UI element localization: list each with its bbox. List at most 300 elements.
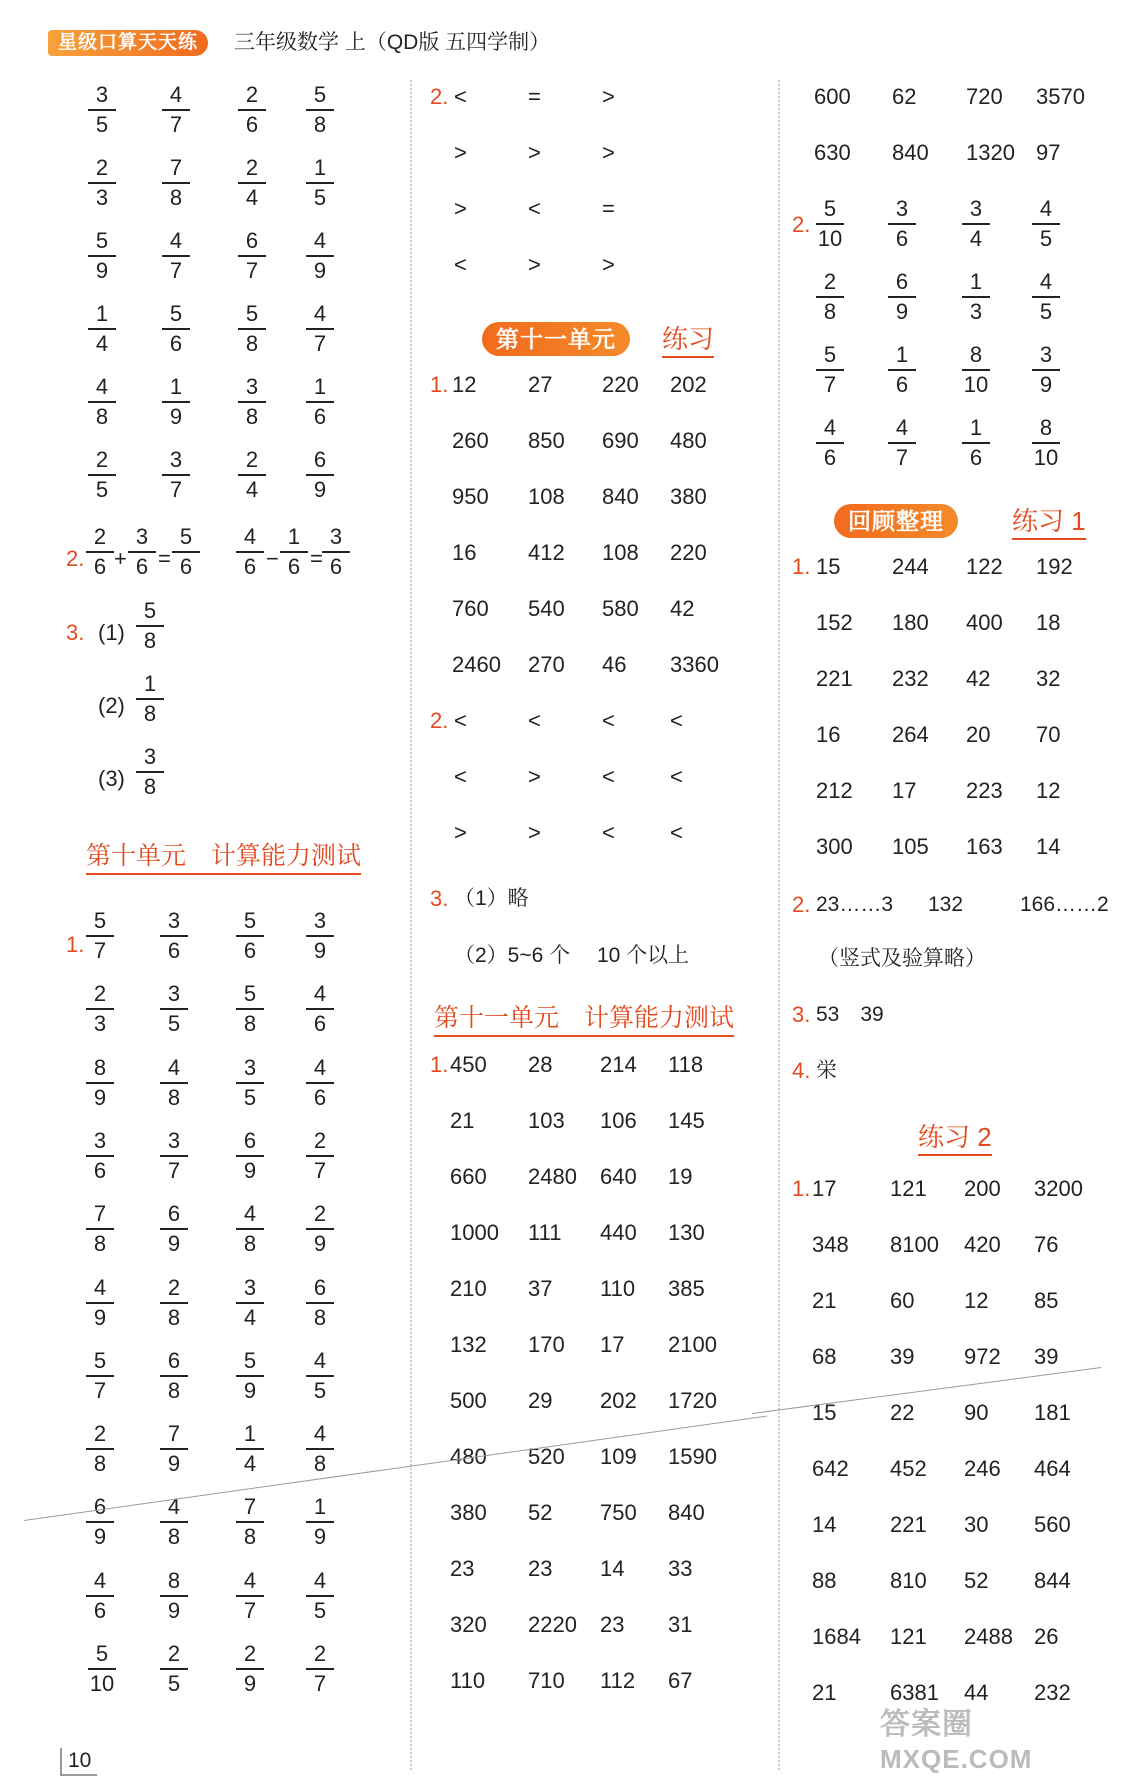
test-fraction-8-3	[306, 1494, 334, 1550]
fraction-3-2-numerator: 5	[238, 301, 266, 330]
test-fraction-1-0-numerator: 2	[86, 981, 114, 1010]
practice-cell-4-3: 42	[670, 596, 695, 621]
review-cell-0-1: 244	[892, 554, 929, 579]
right-top-cell-0-2: 720	[966, 84, 1003, 109]
test-fraction-1-2-numerator: 5	[236, 981, 264, 1010]
test-fraction-0-2-denominator: 6	[243, 938, 257, 963]
review-cell-1-1: 180	[892, 610, 929, 635]
compare-3-0: <	[454, 252, 467, 277]
right-fraction-3-3-numerator: 8	[1032, 415, 1060, 444]
p2-cell-8-1: 121	[890, 1624, 927, 1649]
fraction-4-0	[88, 374, 116, 430]
fraction-0-3-denominator: 8	[313, 112, 327, 137]
fraction-3-3	[306, 301, 334, 357]
review-cell-3-0: 16	[816, 722, 841, 747]
test-fraction-6-3-numerator: 4	[306, 1348, 334, 1377]
test-fraction-4-1	[160, 1201, 188, 1257]
right-fraction-2-0-numerator: 5	[816, 342, 844, 371]
fraction-5-3	[306, 447, 334, 503]
cmp-cell-1-0: <	[454, 764, 467, 789]
p2-cell-1-2: 420	[964, 1232, 1001, 1257]
test-fraction-6-0-numerator: 5	[86, 1348, 114, 1377]
test-cell-7-1: 520	[528, 1444, 565, 1469]
test-fraction-9-0-denominator: 6	[93, 1597, 107, 1623]
p2-cell-9-3: 232	[1034, 1680, 1071, 1705]
test-fraction-8-0-denominator: 9	[93, 1524, 107, 1550]
test-fraction-10-2-numerator: 2	[236, 1641, 264, 1670]
compare-2-2: =	[602, 196, 615, 221]
compare-0-0: <	[454, 84, 467, 109]
review-cell-4-2: 223	[966, 778, 1003, 803]
test-fraction-2-1	[160, 1055, 188, 1111]
compare-2-1: <	[528, 196, 541, 221]
eq2-b-numerator: 1	[280, 524, 308, 553]
practice-cell-4-0: 760	[452, 596, 489, 621]
practice-cell-2-3: 380	[670, 484, 707, 509]
practice-cell-1-0: 260	[452, 428, 489, 453]
practice-cell-3-3: 220	[670, 540, 707, 565]
test-fraction-2-3	[306, 1055, 334, 1111]
test-fraction-8-1-numerator: 4	[160, 1494, 188, 1523]
fraction-2-2-denominator: 7	[245, 258, 259, 283]
test-cell-3-2: 440	[600, 1220, 637, 1245]
right-fraction-3-0-denominator: 6	[823, 445, 837, 470]
test-fraction-9-3-denominator: 5	[313, 1597, 327, 1623]
right-fraction-3-2	[962, 415, 990, 471]
eq2-eq: =	[310, 546, 323, 571]
test-fraction-9-0	[86, 1568, 114, 1624]
review-q1-label: 1.	[792, 554, 811, 579]
right-q3-text: 53 39	[816, 1003, 884, 1026]
q3-item-label-1: (2)	[98, 693, 125, 718]
cmp-cell-1-1: >	[528, 764, 541, 789]
p2-cell-9-2: 44	[964, 1680, 989, 1705]
test-fraction-7-1-denominator: 9	[167, 1451, 181, 1477]
right-fraction-1-1-numerator: 6	[888, 269, 916, 298]
test-fraction-0-3-numerator: 3	[306, 908, 334, 937]
test-q1-label: 1.	[430, 1052, 449, 1077]
eq2-a	[236, 524, 264, 580]
test-fraction-2-1-denominator: 8	[167, 1084, 181, 1110]
fraction-2-1	[162, 228, 190, 284]
right-top-cell-1-3: 97	[1036, 140, 1061, 165]
practice-cell-3-0: 16	[452, 540, 477, 565]
test-fraction-9-2-numerator: 4	[236, 1568, 264, 1597]
review-cell-2-1: 232	[892, 666, 929, 691]
test-fraction-10-2-denominator: 9	[243, 1671, 257, 1696]
test-fraction-5-3-numerator: 6	[306, 1275, 334, 1304]
q3-item-frac-0-denominator: 8	[143, 628, 157, 653]
right-q2b-item-2: 132	[928, 893, 964, 916]
eq2-op: −	[266, 546, 279, 571]
eq1-op: +	[114, 546, 127, 571]
test-cell-9-1: 23	[528, 1556, 553, 1581]
right-top-cell-1-1: 840	[892, 140, 929, 165]
right-top-cell-0-1: 62	[892, 84, 917, 109]
right-fraction-3-1-denominator: 7	[895, 445, 909, 470]
compare-1-0: >	[454, 140, 467, 165]
test-fraction-3-1	[160, 1128, 188, 1184]
fraction-5-0-numerator: 2	[88, 447, 116, 476]
practice-cell-5-0: 2460	[452, 652, 501, 677]
fraction-5-1-denominator: 7	[169, 477, 183, 502]
test-fraction-4-0	[86, 1201, 114, 1257]
fraction-1-2-numerator: 2	[238, 155, 266, 184]
test-cell-5-2: 17	[600, 1332, 625, 1357]
test-fraction-5-3	[306, 1275, 334, 1331]
right-fraction-1-3-numerator: 4	[1032, 269, 1060, 298]
fraction-1-0-denominator: 3	[95, 185, 109, 210]
p2-cell-3-3: 39	[1034, 1344, 1059, 1369]
test-fraction-7-0-numerator: 2	[86, 1421, 114, 1450]
review-cell-3-2: 20	[966, 722, 991, 747]
fraction-0-2	[238, 82, 266, 138]
test-fraction-0-0	[86, 908, 114, 964]
right-fraction-0-1	[888, 196, 916, 252]
fraction-1-0-numerator: 2	[88, 155, 116, 184]
test-fraction-6-3	[306, 1348, 334, 1404]
q3-item-frac-1-denominator: 8	[143, 701, 157, 726]
right-fraction-3-3	[1032, 415, 1060, 471]
right-fraction-1-1	[888, 269, 916, 325]
p2-cell-4-2: 90	[964, 1400, 989, 1425]
p2-cell-0-0: 17	[812, 1176, 837, 1201]
practice-cell-0-2: 220	[602, 372, 639, 397]
test-fraction-9-3-numerator: 4	[306, 1568, 334, 1597]
test-cell-8-0: 380	[450, 1500, 487, 1525]
q3-item-frac-0-numerator: 5	[136, 598, 164, 627]
fraction-2-2-numerator: 6	[238, 228, 266, 257]
cmp-cell-2-1: >	[528, 820, 541, 845]
test-fraction-0-0-numerator: 5	[86, 908, 114, 937]
test-cell-4-1: 37	[528, 1276, 553, 1301]
test-fraction-4-0-numerator: 7	[86, 1201, 114, 1230]
p2-cell-2-0: 21	[812, 1288, 837, 1313]
practice-cell-2-2: 840	[602, 484, 639, 509]
test-fraction-2-0-numerator: 8	[86, 1055, 114, 1084]
unit10-q1-label: 1.	[66, 932, 85, 957]
review-cell-4-3: 12	[1036, 778, 1061, 803]
fraction-0-1-numerator: 4	[162, 82, 190, 111]
right-fraction-3-2-numerator: 1	[962, 415, 990, 444]
review-cell-1-3: 18	[1036, 610, 1061, 635]
eq1-eq: =	[158, 546, 171, 571]
right-fraction-0-0-denominator: 10	[817, 226, 843, 251]
fraction-1-3-numerator: 1	[306, 155, 334, 184]
eq2-c	[322, 524, 350, 580]
test-fraction-8-0	[86, 1494, 114, 1550]
test-cell-2-1: 2480	[528, 1164, 577, 1189]
cmp-cell-0-2: <	[602, 708, 615, 733]
fraction-4-0-denominator: 8	[95, 404, 109, 429]
p2-cell-2-1: 60	[890, 1288, 915, 1313]
review-cell-2-2: 42	[966, 666, 991, 691]
eq2-c-denominator: 6	[329, 554, 343, 579]
test-fraction-2-3-numerator: 4	[306, 1055, 334, 1084]
eq1-a	[86, 524, 114, 580]
test-cell-10-1: 2220	[528, 1612, 577, 1637]
fraction-2-3	[306, 228, 334, 284]
series-badge: 星级口算天天练	[48, 30, 208, 56]
fraction-2-0	[88, 228, 116, 284]
right-fraction-2-3-numerator: 3	[1032, 342, 1060, 371]
p2-cell-1-3: 76	[1034, 1232, 1059, 1257]
fraction-0-1-denominator: 7	[169, 112, 183, 137]
test-fraction-9-2	[236, 1568, 264, 1624]
fraction-4-3-denominator: 6	[313, 404, 327, 429]
compare-1-1: >	[528, 140, 541, 165]
p2-cell-0-2: 200	[964, 1176, 1001, 1201]
test-fraction-6-2-denominator: 9	[243, 1377, 257, 1403]
cmp-cell-0-0: <	[454, 708, 467, 733]
test-cell-0-1: 28	[528, 1052, 553, 1077]
p2-cell-0-1: 121	[890, 1176, 927, 1201]
fraction-4-3-numerator: 1	[306, 374, 334, 403]
page-crease-line-1	[24, 1416, 767, 1521]
right-fraction-1-0-numerator: 2	[816, 269, 844, 298]
test-cell-4-0: 210	[450, 1276, 487, 1301]
eq2-b	[280, 524, 308, 580]
right-q2-label: 2.	[792, 212, 811, 237]
test-fraction-10-1-numerator: 2	[160, 1641, 188, 1670]
test-cell-7-0: 480	[450, 1444, 487, 1469]
right-fraction-2-2-denominator: 10	[963, 372, 989, 397]
test-cell-6-1: 29	[528, 1388, 553, 1413]
practice-cell-0-3: 202	[670, 372, 707, 397]
test-fraction-3-2	[236, 1128, 264, 1184]
review-badge: 回顾整理	[834, 504, 958, 538]
test-cell-3-3: 130	[668, 1220, 705, 1245]
right-top-cell-0-0: 600	[814, 84, 851, 109]
fraction-5-3-numerator: 6	[306, 447, 334, 476]
test-fraction-2-1-numerator: 4	[160, 1055, 188, 1084]
right-q2b-item-1: 23……3	[816, 893, 894, 916]
right-note: （竖式及验算略）	[818, 947, 986, 970]
q3-item-frac-2-denominator: 8	[143, 774, 157, 799]
fraction-0-3-numerator: 5	[306, 82, 334, 111]
test-fraction-4-2	[236, 1201, 264, 1257]
watermark	[880, 1708, 1032, 1776]
fraction-3-0-numerator: 1	[88, 301, 116, 330]
test-cell-9-2: 14	[600, 1556, 625, 1581]
test-fraction-10-0	[88, 1641, 116, 1697]
cmp-cell-2-3: <	[670, 820, 683, 845]
review-cell-2-3: 32	[1036, 666, 1061, 691]
cmp-cell-1-3: <	[670, 764, 683, 789]
test-fraction-10-0-numerator: 5	[88, 1641, 116, 1670]
review-cell-3-1: 264	[892, 722, 929, 747]
test-fraction-5-0	[86, 1275, 114, 1331]
right-fraction-1-2-denominator: 3	[969, 299, 983, 324]
fraction-4-1-numerator: 1	[162, 374, 190, 403]
test-cell-6-2: 202	[600, 1388, 637, 1413]
right-fraction-0-1-numerator: 3	[888, 196, 916, 225]
p2-cell-7-2: 52	[964, 1568, 989, 1593]
test-fraction-4-3	[306, 1201, 334, 1257]
right-fraction-0-2	[962, 196, 990, 252]
test-fraction-2-2-numerator: 3	[236, 1055, 264, 1084]
p2-cell-7-1: 810	[890, 1568, 927, 1593]
q2-label: 2.	[66, 546, 85, 571]
fraction-4-1	[162, 374, 190, 430]
test-cell-11-1: 710	[528, 1668, 565, 1693]
test-fraction-1-1-denominator: 5	[167, 1011, 181, 1037]
test-fraction-1-0-denominator: 3	[93, 1011, 107, 1037]
test-cell-11-0: 110	[450, 1668, 486, 1693]
test-cell-10-2: 23	[600, 1612, 625, 1637]
fraction-0-3	[306, 82, 334, 138]
compare-0-2: >	[602, 84, 615, 109]
review-cell-1-2: 400	[966, 610, 1003, 635]
p2-q1-label: 1.	[792, 1176, 811, 1201]
p2-cell-3-0: 68	[812, 1344, 837, 1369]
test-cell-9-3: 33	[668, 1556, 693, 1581]
fraction-2-0-numerator: 5	[88, 228, 116, 257]
right-fraction-2-0-denominator: 7	[823, 372, 837, 397]
watermark-line-1: 答案圈	[880, 1708, 973, 1741]
test-fraction-5-1-numerator: 2	[160, 1275, 188, 1304]
test-cell-1-0: 21	[450, 1108, 475, 1133]
unit10-test-title: 第十单元 计算能力测试	[86, 840, 361, 875]
cmp-cell-1-2: <	[602, 764, 615, 789]
fraction-1-3-denominator: 5	[313, 185, 327, 210]
right-fraction-2-3-denominator: 9	[1039, 372, 1053, 397]
fraction-1-1	[162, 155, 190, 211]
right-fraction-1-3-denominator: 5	[1039, 299, 1053, 324]
test-fraction-4-3-numerator: 2	[306, 1201, 334, 1230]
fraction-1-3	[306, 155, 334, 211]
test-fraction-1-2	[236, 981, 264, 1037]
test-fraction-7-2	[236, 1421, 264, 1477]
test-fraction-6-1	[160, 1348, 188, 1404]
fraction-2-3-numerator: 4	[306, 228, 334, 257]
test-fraction-8-0-numerator: 6	[86, 1494, 114, 1523]
test-fraction-8-2-numerator: 7	[236, 1494, 264, 1523]
fraction-5-0-denominator: 5	[95, 477, 109, 502]
fraction-3-2	[238, 301, 266, 357]
p2-cell-7-3: 844	[1034, 1568, 1071, 1593]
right-fraction-0-2-numerator: 3	[962, 196, 990, 225]
right-fraction-3-2-denominator: 6	[969, 445, 983, 470]
test-fraction-7-3-numerator: 4	[306, 1421, 334, 1450]
test-fraction-3-1-numerator: 3	[160, 1128, 188, 1157]
p2-cell-5-0: 642	[812, 1456, 849, 1481]
p2-cell-8-0: 1684	[812, 1624, 861, 1649]
test-cell-0-2: 214	[600, 1052, 637, 1077]
test-cell-0-3: 118	[668, 1052, 704, 1077]
right-fraction-2-1	[888, 342, 916, 398]
compare-3-2: >	[602, 252, 615, 277]
compare-2-0: >	[454, 196, 467, 221]
test-fraction-0-1-numerator: 3	[160, 908, 188, 937]
mid-q3-line1: （1）略	[454, 887, 529, 910]
test-fraction-6-2	[236, 1348, 264, 1404]
p2-cell-9-0: 21	[812, 1680, 837, 1705]
test-fraction-9-2-denominator: 7	[243, 1597, 257, 1623]
review-cell-5-2: 163	[966, 834, 1003, 859]
test-fraction-3-3	[306, 1128, 334, 1184]
test-fraction-6-3-denominator: 5	[313, 1377, 327, 1403]
test-fraction-8-2-denominator: 8	[243, 1524, 257, 1550]
right-q4-text: 栄	[816, 1059, 837, 1082]
test-cell-2-0: 660	[450, 1164, 487, 1189]
eq2-b-denominator: 6	[287, 554, 301, 579]
p2-cell-6-2: 30	[964, 1512, 989, 1537]
fraction-1-0	[88, 155, 116, 211]
test-fraction-9-3	[306, 1568, 334, 1624]
fraction-0-0	[88, 82, 116, 138]
right-fraction-1-0-denominator: 8	[823, 299, 837, 324]
p2-cell-5-1: 452	[890, 1456, 927, 1481]
test-fraction-4-3-denominator: 9	[313, 1231, 327, 1257]
fraction-4-2-numerator: 3	[238, 374, 266, 403]
unit11-practice-label: 练习	[662, 322, 714, 358]
test-fraction-0-1-denominator: 6	[167, 938, 181, 963]
right-fraction-1-2	[962, 269, 990, 325]
fraction-3-0-denominator: 4	[95, 331, 109, 356]
test-cell-8-1: 52	[528, 1500, 553, 1525]
test-fraction-7-2-numerator: 1	[236, 1421, 264, 1450]
q3-item-label-2: (3)	[98, 766, 125, 791]
review-cell-5-0: 300	[816, 834, 853, 859]
test-fraction-1-1	[160, 981, 188, 1037]
test-cell-4-3: 385	[668, 1276, 705, 1301]
column-divider-right	[778, 80, 780, 1770]
fraction-3-3-denominator: 7	[313, 331, 327, 356]
test-fraction-7-0-denominator: 8	[93, 1451, 107, 1477]
fraction-3-1-denominator: 6	[169, 331, 183, 356]
fraction-0-1	[162, 82, 190, 138]
column-divider-left	[410, 80, 412, 1770]
right-top-cell-1-2: 1320	[966, 140, 1015, 165]
test-fraction-6-2-numerator: 5	[236, 1348, 264, 1377]
practice-cell-2-0: 950	[452, 484, 489, 509]
fraction-2-0-denominator: 9	[95, 258, 109, 283]
test-cell-1-2: 106	[600, 1108, 637, 1133]
mid-q2-label: 2.	[430, 84, 449, 109]
q3-item-frac-0	[136, 598, 164, 654]
fraction-1-2-denominator: 4	[245, 185, 259, 210]
compare-1-2: >	[602, 140, 615, 165]
p2-cell-6-1: 221	[890, 1512, 927, 1537]
test-cell-10-0: 320	[450, 1612, 487, 1637]
review-cell-1-0: 152	[816, 610, 853, 635]
test-fraction-10-3	[306, 1641, 334, 1697]
test-fraction-4-0-denominator: 8	[93, 1231, 107, 1257]
test-fraction-8-2	[236, 1494, 264, 1550]
fraction-2-2	[238, 228, 266, 284]
test-cell-2-3: 19	[668, 1164, 693, 1189]
fraction-3-3-numerator: 4	[306, 301, 334, 330]
test-fraction-0-3-denominator: 9	[313, 938, 327, 963]
test-cell-5-1: 170	[528, 1332, 565, 1357]
test-fraction-1-3-denominator: 6	[313, 1011, 327, 1037]
fraction-1-1-numerator: 7	[162, 155, 190, 184]
test-cell-5-0: 132	[450, 1332, 487, 1357]
test-fraction-9-1	[160, 1568, 188, 1624]
test-fraction-7-2-denominator: 4	[243, 1451, 257, 1477]
right-fraction-0-3-numerator: 4	[1032, 196, 1060, 225]
right-fraction-1-3	[1032, 269, 1060, 325]
p2-cell-4-1: 22	[890, 1400, 915, 1425]
test-fraction-5-0-denominator: 9	[93, 1304, 107, 1330]
test-fraction-9-1-numerator: 8	[160, 1568, 188, 1597]
q3-item-frac-1	[136, 671, 164, 727]
cmp-cell-0-1: <	[528, 708, 541, 733]
test-fraction-7-1	[160, 1421, 188, 1477]
page-number: 10	[60, 1748, 97, 1776]
test-cell-2-2: 640	[600, 1164, 637, 1189]
